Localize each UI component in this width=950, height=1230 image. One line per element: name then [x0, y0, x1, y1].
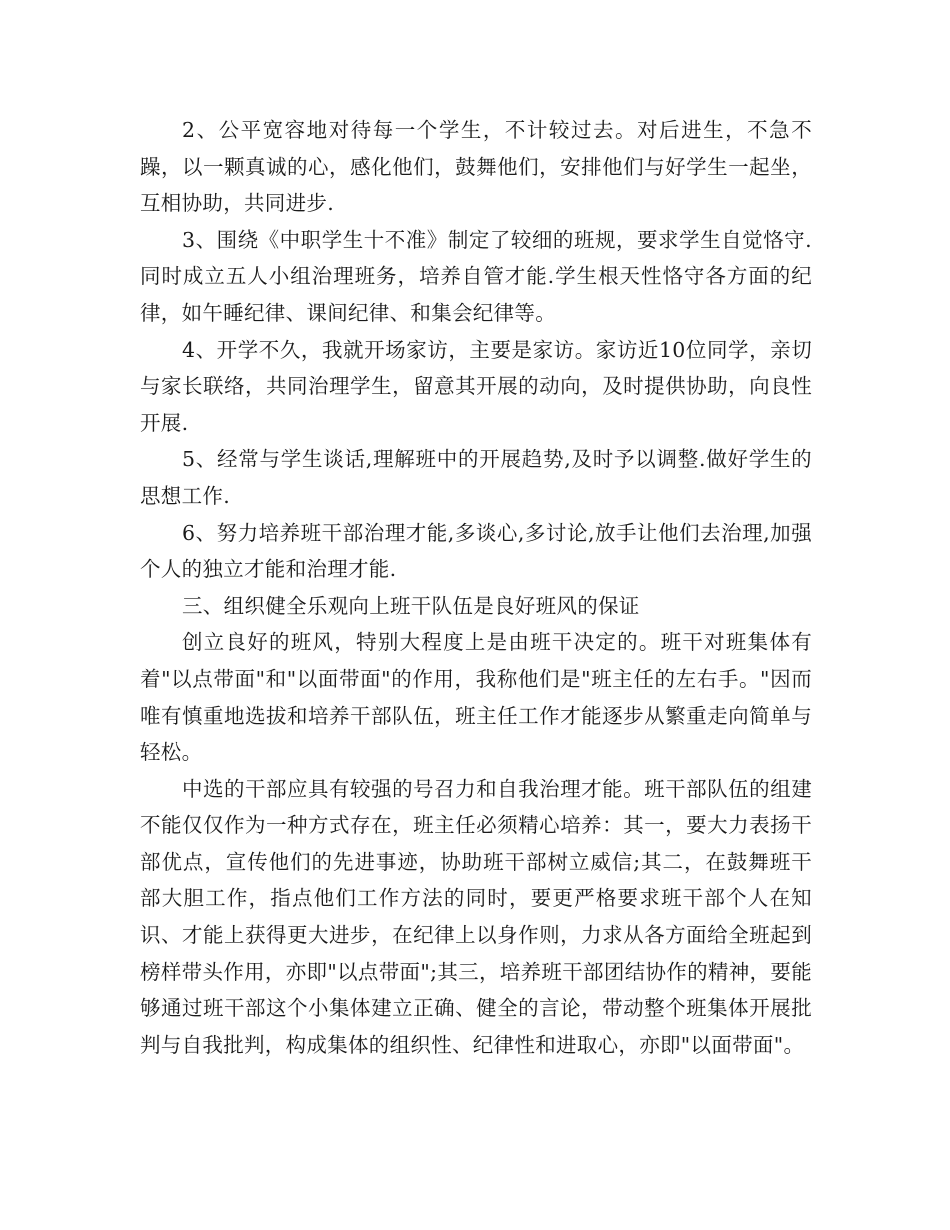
document-body	[140, 112, 812, 1063]
paragraph-item-4: 4、开学不久，我就开场家访，主要是家访。家访近10位同学，亲切与家长联络，共同治理学生，留意其开展的动向，及时提供协助，向良性开展.	[140, 337, 812, 435]
section-heading: 三、组织健全乐观向上班干队伍是良好班风的保证	[182, 593, 640, 618]
paragraph-item-5: 5、经常与学生谈话,理解班中的开展趋势,及时予以调整.做好学生的思想工作.	[140, 447, 812, 508]
paragraph-item-6: 6、努力培养班干部治理才能,多谈心,多讨论,放手让他们去治理,加强个人的独立才能和治理才能.	[140, 520, 812, 582]
paragraph-item-3: 3、围绕《中职学生十不准》制定了较细的班规，要求学生自觉恪守.同时成立五人小组治理班务，培养自管才能.学生根天性恪守各方面的纪律，如午睡纪律、课间纪律、和集会纪律等。	[140, 227, 812, 325]
paragraph-item-2: 2、公平宽容地对待每一个学生，不计较过去。对后进生，不急不躁，以一颗真诚的心，感化他们，鼓舞他们，安排他们与好学生一起坐，互相协助，共同进步.	[140, 118, 812, 216]
paragraph-cadre-training: 中选的干部应具有较强的号召力和自我治理才能。班干部队伍的组建不能仅仅作为一种方式存在，班主任必须精心培养：其一，要大力表扬干部优点，宣传他们的先进事迹，协助班干部树立威信;其二，在鼓舞班干部大胆工作，指点他们工作方法的同时，要更严格要求班干部个人在知识、才能上获得更大进步，在纪律上以身作则，力求从各方面给全班起到榜样带头作用，亦即"以点带面";其三，培养班干部团结协作的精神，要能够通过班干部这个小集体建立正确、健全的言论，带动整个班集体开展批判与自我批判，构成集体的组织性、纪律性和进取心，亦即"以面带面"。	[140, 776, 812, 1057]
paragraph-class-style: 创立良好的班风，特别大程度上是由班干决定的。班干对班集体有着"以点带面"和"以面带面"的作用，我称他们是"班主任的左右手。"因而唯有慎重地选拔和培养干部队伍，班主任工作才能逐步从繁重走向简单与轻松。	[140, 630, 812, 765]
